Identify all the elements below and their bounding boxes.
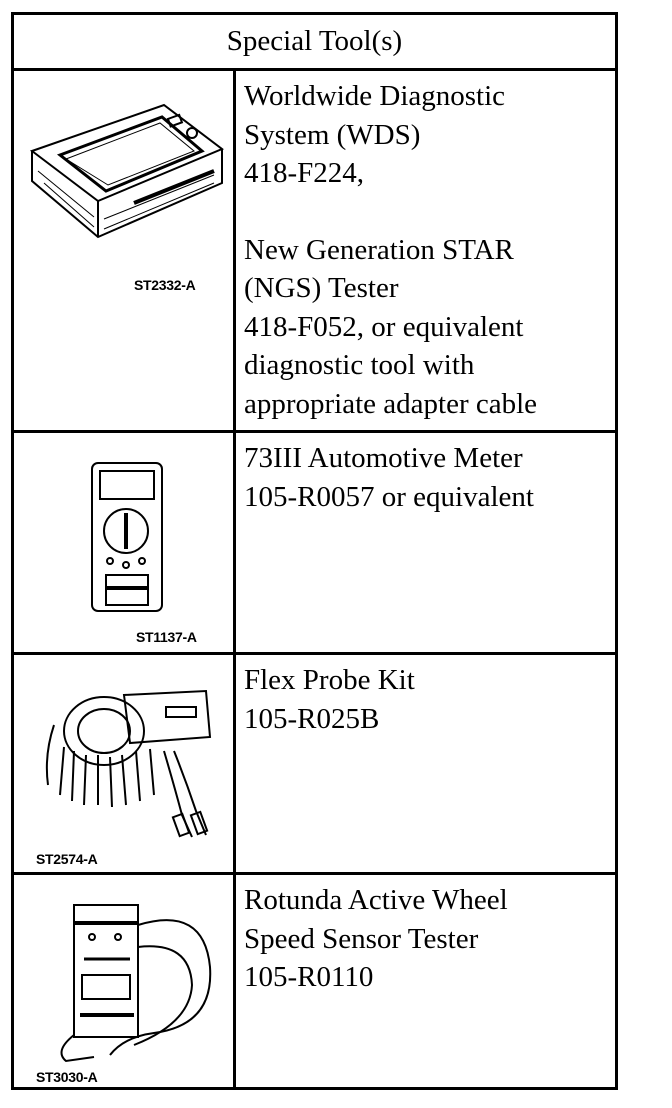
tool-illustration-cell	[14, 433, 236, 652]
tool-row-meter	[14, 433, 615, 655]
tool-name-ngs: New Generation STAR (NGS) Tester 418-F052, or equivalent diagnostic tool with appropriate adapter cable	[244, 233, 538, 420]
tool-row-wds	[14, 71, 615, 433]
illustration-code: ST2332-A	[134, 277, 196, 293]
tool-description	[244, 77, 609, 423]
tool-illustration-cell	[14, 71, 236, 430]
illustration-code: ST2574-A	[36, 851, 98, 867]
illustration-code: ST1137-A	[136, 629, 197, 645]
illustration-code: ST3030-A	[36, 1069, 98, 1085]
tool-name-meter: 73III Automotive Meter 105-R0057 or equivalent	[244, 442, 534, 513]
tool-illustration-cell	[14, 655, 236, 872]
tool-row-sensor-tester	[14, 875, 615, 1090]
header-title: Special Tool(s)	[226, 25, 403, 57]
probe-kit-icon	[14, 655, 236, 855]
tool-row-probe	[14, 655, 615, 875]
tool-name-wds: Worldwide Diagnostic System (WDS) 418-F224,	[244, 80, 506, 189]
diagnostic-tablet-icon	[14, 71, 236, 311]
sensor-tester-icon	[14, 875, 236, 1070]
tool-name-probe: Flex Probe Kit 105-R025B	[244, 664, 415, 735]
tool-name-sensor-tester: Rotunda Active Wheel Speed Sensor Tester 105-R0110	[244, 884, 508, 993]
tool-description	[244, 439, 609, 516]
special-tools-table	[11, 12, 618, 1090]
table-header	[14, 15, 615, 71]
tool-illustration-cell	[14, 875, 236, 1090]
tool-description	[244, 881, 609, 997]
tool-description	[244, 661, 609, 738]
multimeter-icon	[14, 433, 236, 633]
